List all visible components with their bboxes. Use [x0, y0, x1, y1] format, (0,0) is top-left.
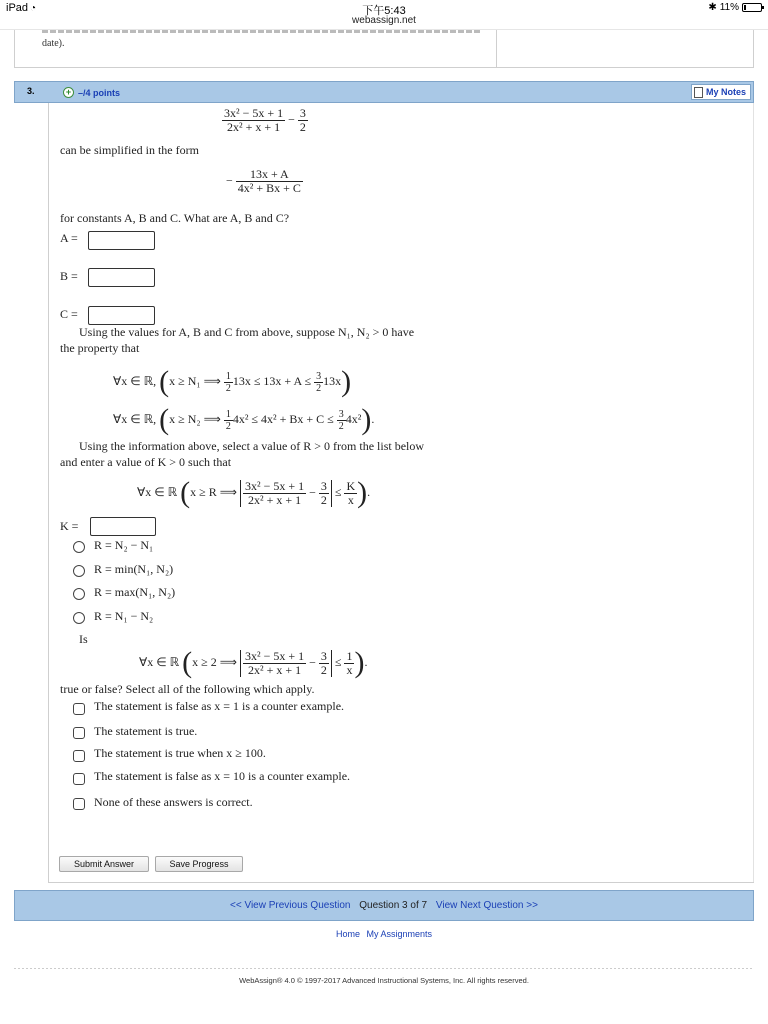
footer-links: [0, 929, 768, 939]
r-option-1-label: R = N₂ − N₁: [94, 538, 154, 552]
input-b[interactable]: [88, 268, 155, 287]
content-frame-bottom: [48, 882, 754, 883]
clipped-text: [42, 30, 482, 33]
plus-icon[interactable]: +: [63, 87, 74, 98]
my-notes-button[interactable]: [691, 84, 751, 100]
home-link[interactable]: Home: [335, 929, 360, 939]
save-progress-button[interactable]: Save Progress: [155, 856, 243, 872]
submit-answer-button[interactable]: Submit Answer: [59, 856, 149, 872]
battery-icon: [742, 3, 762, 12]
radio-r-option-3[interactable]: [73, 588, 85, 600]
checkbox-option-3[interactable]: [73, 750, 85, 762]
checkbox-option-4[interactable]: [73, 773, 85, 785]
label-a: A =: [60, 231, 78, 245]
radio-r-option-2[interactable]: [73, 565, 85, 577]
radio-r-option-1[interactable]: [73, 541, 85, 553]
address-bar[interactable]: webassign.net: [352, 15, 416, 26]
battery-status: [708, 2, 762, 13]
next-question-link[interactable]: View Next Question >>: [435, 900, 538, 911]
r-option-2-label: R = min(N₁, N₂): [94, 562, 174, 576]
check-option-2-label: The statement is true.: [94, 724, 198, 738]
using-values-line1: Using the values for A, B and C from above, suppose N₁, N₂ > 0 have: [79, 325, 415, 339]
given-expression: $\frac{\text{3x² − 5x + 1}}{\text{2x² + x + 1}}$ − $\frac{3}{2}$: [224, 106, 306, 134]
input-c[interactable]: [88, 306, 155, 325]
is-text: Is: [79, 632, 88, 646]
battery-percent: 11%: [719, 2, 739, 13]
clock: 下午5:43: [362, 5, 406, 17]
points-control[interactable]: [63, 87, 120, 98]
question-navigation: [14, 890, 754, 921]
bluetooth-icon: ✱: [708, 2, 717, 13]
checkbox-option-1[interactable]: [73, 703, 85, 715]
property-n1: ∀x ∈ ℝ, (x ≥ N₁ ⟹ $\frac{1}{2}$ 13x ≤ 13x + A ≤ $\frac{3}{2}$ 13x): [113, 365, 352, 398]
content-frame-left: [48, 103, 49, 883]
label-b: B =: [60, 269, 78, 283]
info-line1: Using the information above, select a value of R > 0 from the list below: [79, 439, 425, 453]
wifi-icon: ◔: [30, 3, 37, 14]
inequality-r: ∀x ∈ ℝ (x ≥ R ⟹ $\frac{\text{3x² − 5x + 1}}{\text{2x² + x + 1}}$ − $\frac{3}{2}$ ≤ $\frac{K}{x}$ ).: [137, 476, 371, 509]
checkbox-option-5[interactable]: [73, 798, 85, 810]
previous-question-box: [14, 30, 754, 68]
device-label: iPad ◔: [6, 2, 37, 14]
inequality-2: ∀x ∈ ℝ (x ≥ 2 ⟹ $\frac{\text{3x² − 5x + 1}}{\text{2x² + x + 1}}$ − $\frac{3}{2}$ ≤ $\frac{1}{x}$ ).: [139, 646, 368, 679]
using-values-line2: the property that: [60, 341, 140, 355]
check-option-3-label: The statement is true when x ≥ 100.: [94, 746, 266, 760]
checkbox-option-2[interactable]: [73, 727, 85, 739]
radio-r-option-4[interactable]: [73, 612, 85, 624]
check-option-5-label: None of these answers is correct.: [94, 795, 253, 809]
question-position: Question 3 of 7: [359, 900, 428, 911]
my-assignments-link[interactable]: My Assignments: [366, 929, 433, 939]
input-k[interactable]: [90, 517, 156, 536]
previous-question-link[interactable]: << View Previous Question: [230, 900, 351, 911]
note-icon: [694, 87, 703, 98]
label-k: K =: [60, 519, 79, 533]
r-option-4-label: R = N₁ − N₂: [94, 609, 154, 623]
points-label: –/4 points: [78, 87, 121, 98]
check-option-1-label: The statement is false as x = 1 is a counter example.: [94, 699, 345, 713]
copyright-footer: WebAssign® 4.0 © 1997-2017 Advanced Instructional Systems, Inc. All rights reserved.: [239, 976, 529, 985]
simplified-text: can be simplified in the form: [60, 143, 199, 157]
check-option-4-label: The statement is false as x = 10 is a counter example.: [94, 769, 351, 783]
question-header: [14, 81, 754, 103]
label-c: C =: [60, 307, 78, 321]
my-notes-label: My Notes: [705, 87, 746, 97]
r-option-3-label: R = max(N₁, N₂): [94, 585, 176, 599]
footer-divider: [14, 968, 754, 969]
simplified-form: − $\frac{13x + A}{\text{4x² + Bx + C}}$: [226, 167, 301, 195]
previous-tail-text: date).: [42, 38, 65, 49]
question-number: 3.: [27, 86, 35, 96]
status-bar: [0, 0, 768, 30]
divider: [496, 30, 497, 68]
input-a[interactable]: [88, 231, 155, 250]
true-false-text: true or false? Select all of the following which apply.: [60, 682, 315, 696]
info-line2: and enter a value of K > 0 such that: [60, 455, 232, 469]
content-frame-right: [753, 103, 754, 883]
constants-text: for constants A, B and C. What are A, B and C?: [60, 211, 290, 225]
property-n2: ∀x ∈ ℝ, (x ≥ N₂ ⟹ $\frac{1}{2}$ 4x² ≤ 4x² + Bx + C ≤ $\frac{3}{2}$ 4x²).: [113, 403, 375, 436]
